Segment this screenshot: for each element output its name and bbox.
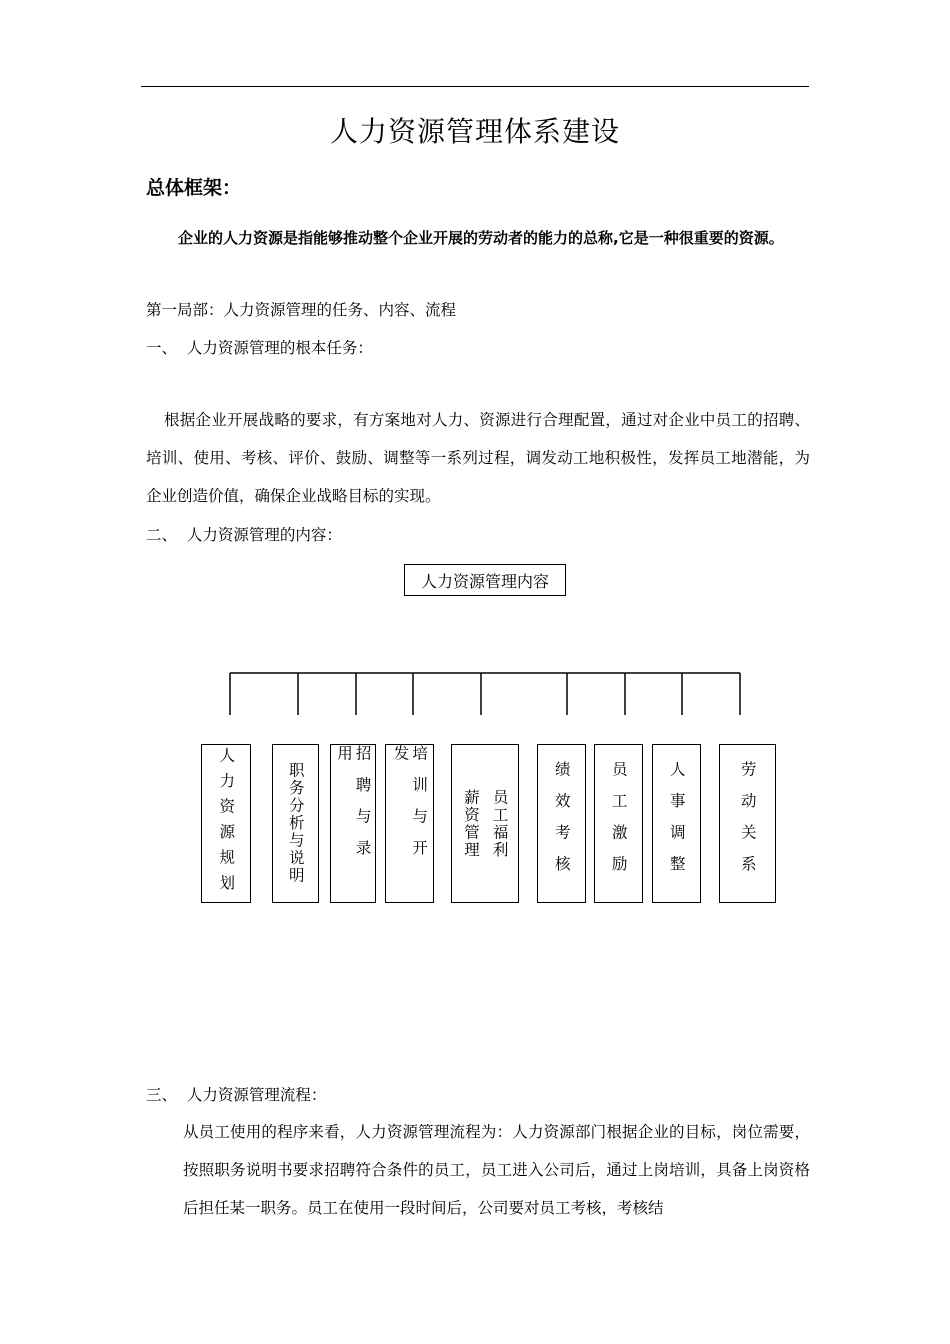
diagram-box-training — [385, 744, 434, 903]
diagram-root-label: 人力资源管理内容 — [420, 571, 549, 591]
diagram-box-incentive — [594, 744, 643, 903]
section-1-heading: 一、 人力资源管理的根本任务： — [146, 339, 373, 357]
section-2-heading: 二、 人力资源管理的内容： — [146, 526, 342, 544]
diagram-box-hr-planning — [201, 744, 251, 903]
diagram-box-labor-relations — [719, 744, 776, 903]
diagram-root-box — [404, 564, 566, 596]
part-heading: 第一局部：人力资源管理的任务、内容、流程 — [146, 301, 457, 319]
header-rule — [141, 86, 809, 87]
section-subtitle: 总体框架： — [146, 177, 242, 199]
diagram-box-label: 绩效考核 — [552, 760, 571, 887]
diagram-box-job-analysis — [272, 744, 319, 903]
diagram-box-compensation — [451, 744, 519, 903]
diagram-box-label: 招聘与录用 — [335, 745, 372, 871]
section-3-body: 从员工使用的程序来看，人力资源管理流程为：人力资源部门根据企业的目标，岗位需要，按照职务说明书要求招聘符合条件的员工，员工进入公司后，通过上岗培训，具备上岗资格后担任某一职务。员工在使用一段时间后，公司要对员工考核，考核结 — [183, 1123, 810, 1217]
diagram-box-label: 劳动关系 — [738, 760, 757, 887]
diagram-box-recruitment — [330, 744, 376, 903]
diagram-box-label: 员工激励 — [609, 760, 628, 887]
diagram-box-label: 培训与开发 — [391, 745, 429, 871]
diagram-box-label: 人事调整 — [667, 760, 686, 887]
section-3-heading: 三、 人力资源管理流程： — [146, 1086, 327, 1104]
diagram-box-label: 人力资源规划 — [217, 747, 236, 900]
diagram-box-label: 员工福利 — [490, 788, 509, 859]
diagram-box-performance — [537, 744, 586, 903]
diagram-box-personnel-adjustment — [652, 744, 701, 903]
diagram-box-label: 薪资管理 — [462, 788, 480, 859]
intro-paragraph: 企业的人力资源是指能够推动整个企业开展的劳动者的能力的总称,它是一种很重要的资源。 — [178, 229, 784, 247]
document-title: 人力资源管理体系建设 — [329, 115, 620, 148]
section-1-body: 根据企业开展战略的要求，有方案地对人力、资源进行合理配置，通过对企业中员工的招聘、培训、使用、考核、评价、鼓励、调整等一系列过程，调发动工地积极性，发挥员工地潜能，为企业创造价值，确保企业战略目标的实现。 — [146, 411, 810, 505]
diagram-box-label: 职务分析与说明 — [286, 762, 305, 885]
